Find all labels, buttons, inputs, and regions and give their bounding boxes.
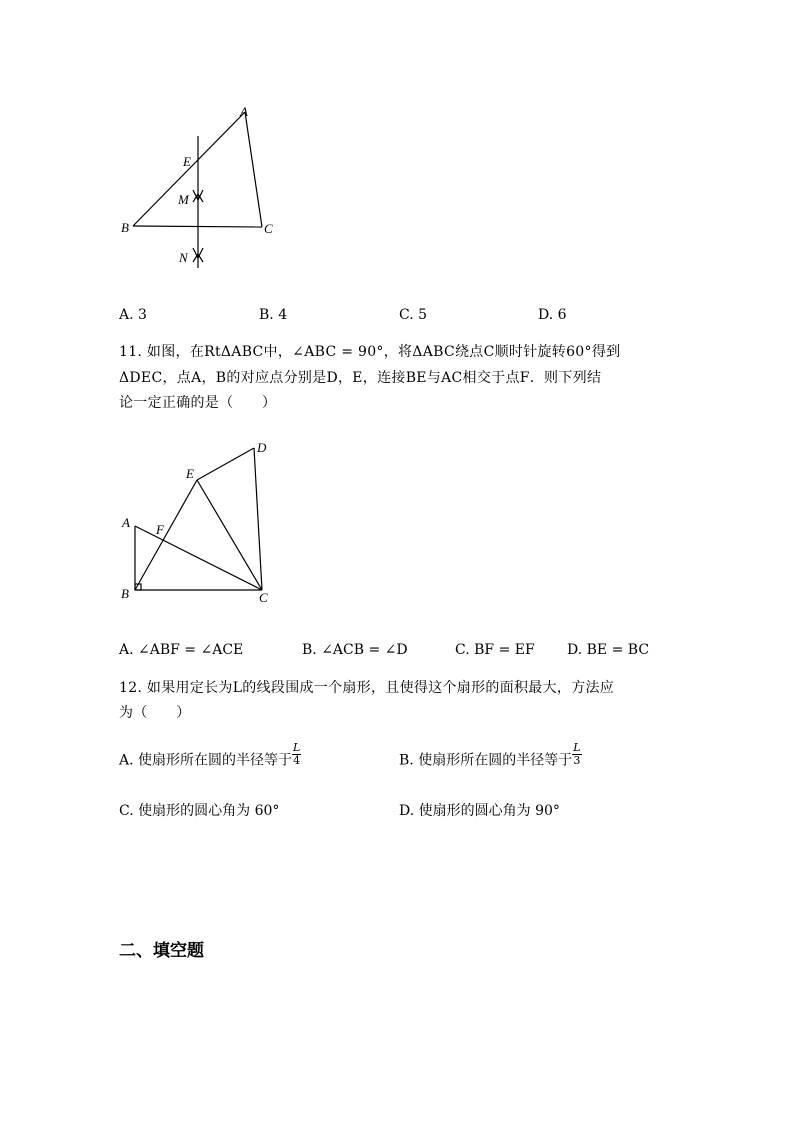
q12-option-a[interactable] <box>119 741 301 773</box>
label-m: M <box>178 192 189 207</box>
label-a: A <box>122 515 130 530</box>
segment-ac <box>245 112 262 227</box>
label-f: F <box>156 522 164 537</box>
q12-option-c[interactable]: C. 使扇形的圆心角为 60° <box>119 803 280 819</box>
q11-line-2: ΔDEC，点A，B的对应点分别是D，E，连接BE与AC相交于点F．则下列结 <box>119 370 602 386</box>
figure-rotation <box>110 430 290 610</box>
label-n: N <box>179 250 188 265</box>
q12-option-d[interactable]: D. 使扇形的圆心角为 90° <box>399 803 560 819</box>
segment-be <box>135 480 197 590</box>
label-b: B <box>121 586 129 601</box>
q11-option-d[interactable]: D. BE = BC <box>567 642 650 658</box>
q12-option-a-text: A. 使扇形所在圆的半径等于 <box>119 752 293 769</box>
segment-ba <box>133 112 245 226</box>
q12-line-2: 为（ ） <box>119 705 191 721</box>
segment-dc <box>254 448 262 590</box>
q10-option-c[interactable]: C. 5 <box>399 307 428 323</box>
segment-ed <box>197 448 254 480</box>
fraction-l-over-4 <box>292 742 301 767</box>
label-c: C <box>264 221 273 236</box>
q11-option-c[interactable]: C. BF = EF <box>455 642 535 658</box>
fraction-numerator: L <box>293 741 301 754</box>
q12-option-b-text: B. 使扇形所在圆的半径等于 <box>399 752 573 769</box>
label-e: E <box>183 154 191 169</box>
fraction-l-over-3 <box>572 742 581 767</box>
q11-line-1: 11. 如图，在RtΔABC中，∠ABC = 90°，将ΔABC绕点C顺时针旋转60°得到 <box>119 344 621 360</box>
q11-line-3: 论一定正确的是（ ） <box>119 395 277 411</box>
q11-option-b[interactable]: B. ∠ACB = ∠D <box>302 642 408 658</box>
fraction-denominator: 4 <box>293 754 301 767</box>
q10-option-b[interactable]: B. 4 <box>259 307 288 323</box>
label-a: A <box>240 104 248 119</box>
q10-option-d[interactable]: D. 6 <box>538 307 567 323</box>
label-c: C <box>259 590 268 605</box>
label-e: E <box>186 466 194 481</box>
figure-triangle-bisector <box>110 100 300 280</box>
label-b: B <box>121 220 129 235</box>
fraction-denominator: 3 <box>573 754 581 767</box>
q12-option-b[interactable] <box>399 741 582 773</box>
section-heading: 二、填空题 <box>119 941 204 961</box>
fraction-numerator: L <box>573 741 581 754</box>
q11-option-a[interactable]: A. ∠ABF = ∠ACE <box>119 642 244 658</box>
q10-option-a[interactable]: A. 3 <box>119 307 147 323</box>
label-d: D <box>257 440 267 455</box>
q12-line-1: 12. 如果用定长为L的线段围成一个扇形，且使得这个扇形的面积最大，方法应 <box>119 680 615 696</box>
